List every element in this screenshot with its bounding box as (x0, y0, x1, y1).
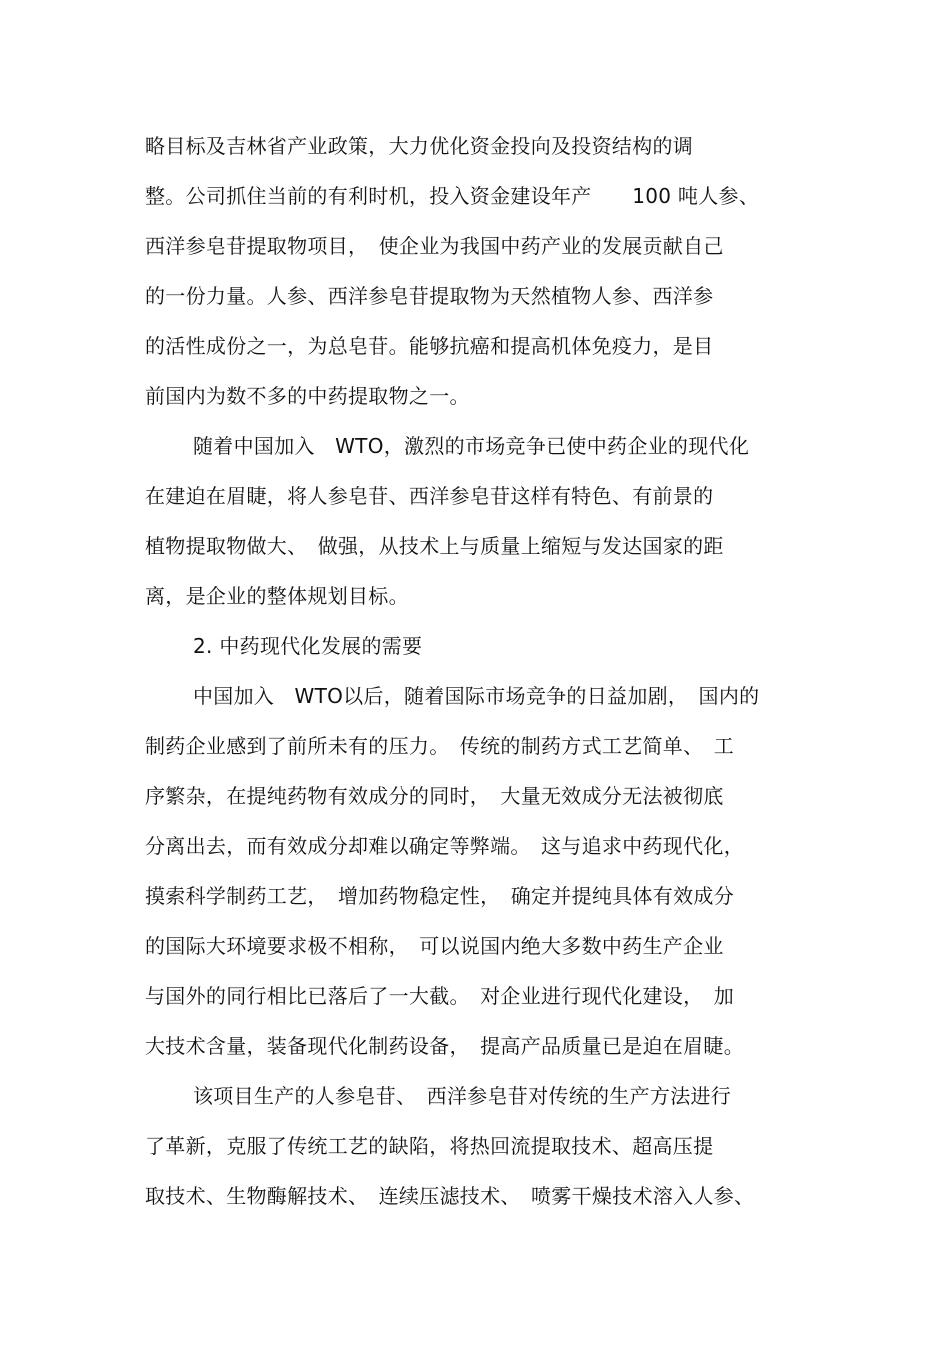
text-line: 制药企业感到了前所未有的压力。 传统的制药方式工艺简单、 工 (145, 734, 734, 758)
text-line: 整。公司抓住当前的有利时机，投入资金建设年产 100 吨人参、 (145, 184, 760, 208)
paragraph-start-line: 该项目生产的人参皂苷、 西洋参皂苷对传统的生产方法进行 (193, 1084, 732, 1108)
text-line: 的一份力量。人参、西洋参皂苷提取物为天然植物人参、西洋参 (145, 284, 714, 308)
text-line: 略目标及吉林省产业政策，大力优化资金投向及投资结构的调 (145, 134, 694, 158)
text-line: 西洋参皂苷提取物项目， 使企业为我国中药产业的发展贡献自己 (145, 234, 724, 258)
text-line: 大技术含量，装备现代化制药设备， 提高产品质量已是迫在眉睫。 (145, 1034, 744, 1058)
text-line: 植物提取物做大、 做强，从技术上与质量上缩短与发达国家的距 (145, 534, 724, 558)
text-line: 了革新，克服了传统工艺的缺陷，将热回流提取技术、超高压提 (145, 1134, 714, 1158)
text-line: 在建迫在眉睫，将人参皂苷、西洋参皂苷这样有特色、有前景的 (145, 484, 714, 508)
text-line: 的活性成份之一，为总皂苷。能够抗癌和提高机体免疫力，是目 (145, 334, 714, 358)
paragraph-start-line: 中国加入 WTO以后，随着国际市场竞争的日益加剧， 国内的 (193, 684, 760, 708)
text-line: 与国外的同行相比已落后了一大截。 对企业进行现代化建设， 加 (145, 984, 734, 1008)
text-line: 摸索科学制药工艺， 增加药物稳定性， 确定并提纯具体有效成分 (145, 884, 734, 908)
text-line: 的国际大环境要求极不相称， 可以说国内绝大多数中药生产企业 (145, 934, 724, 958)
text-line: 前国内为数不多的中药提取物之一。 (145, 384, 470, 408)
text-line: 离，是企业的整体规划目标。 (145, 584, 409, 608)
section-heading: 2. 中药现代化发展的需要 (193, 634, 423, 658)
text-line: 分离出去，而有效成分却难以确定等弊端。 这与追求中药现代化， (145, 834, 744, 858)
paragraph-start-line: 随着中国加入 WTO，激烈的市场竞争已使中药企业的现代化 (193, 434, 750, 458)
text-line: 序繁杂，在提纯药物有效成分的同时， 大量无效成分无法被彻底 (145, 784, 724, 808)
text-line: 取技术、生物酶解技术、 连续压滤技术、 喷雾干燥技术溶入人参、 (145, 1184, 755, 1208)
